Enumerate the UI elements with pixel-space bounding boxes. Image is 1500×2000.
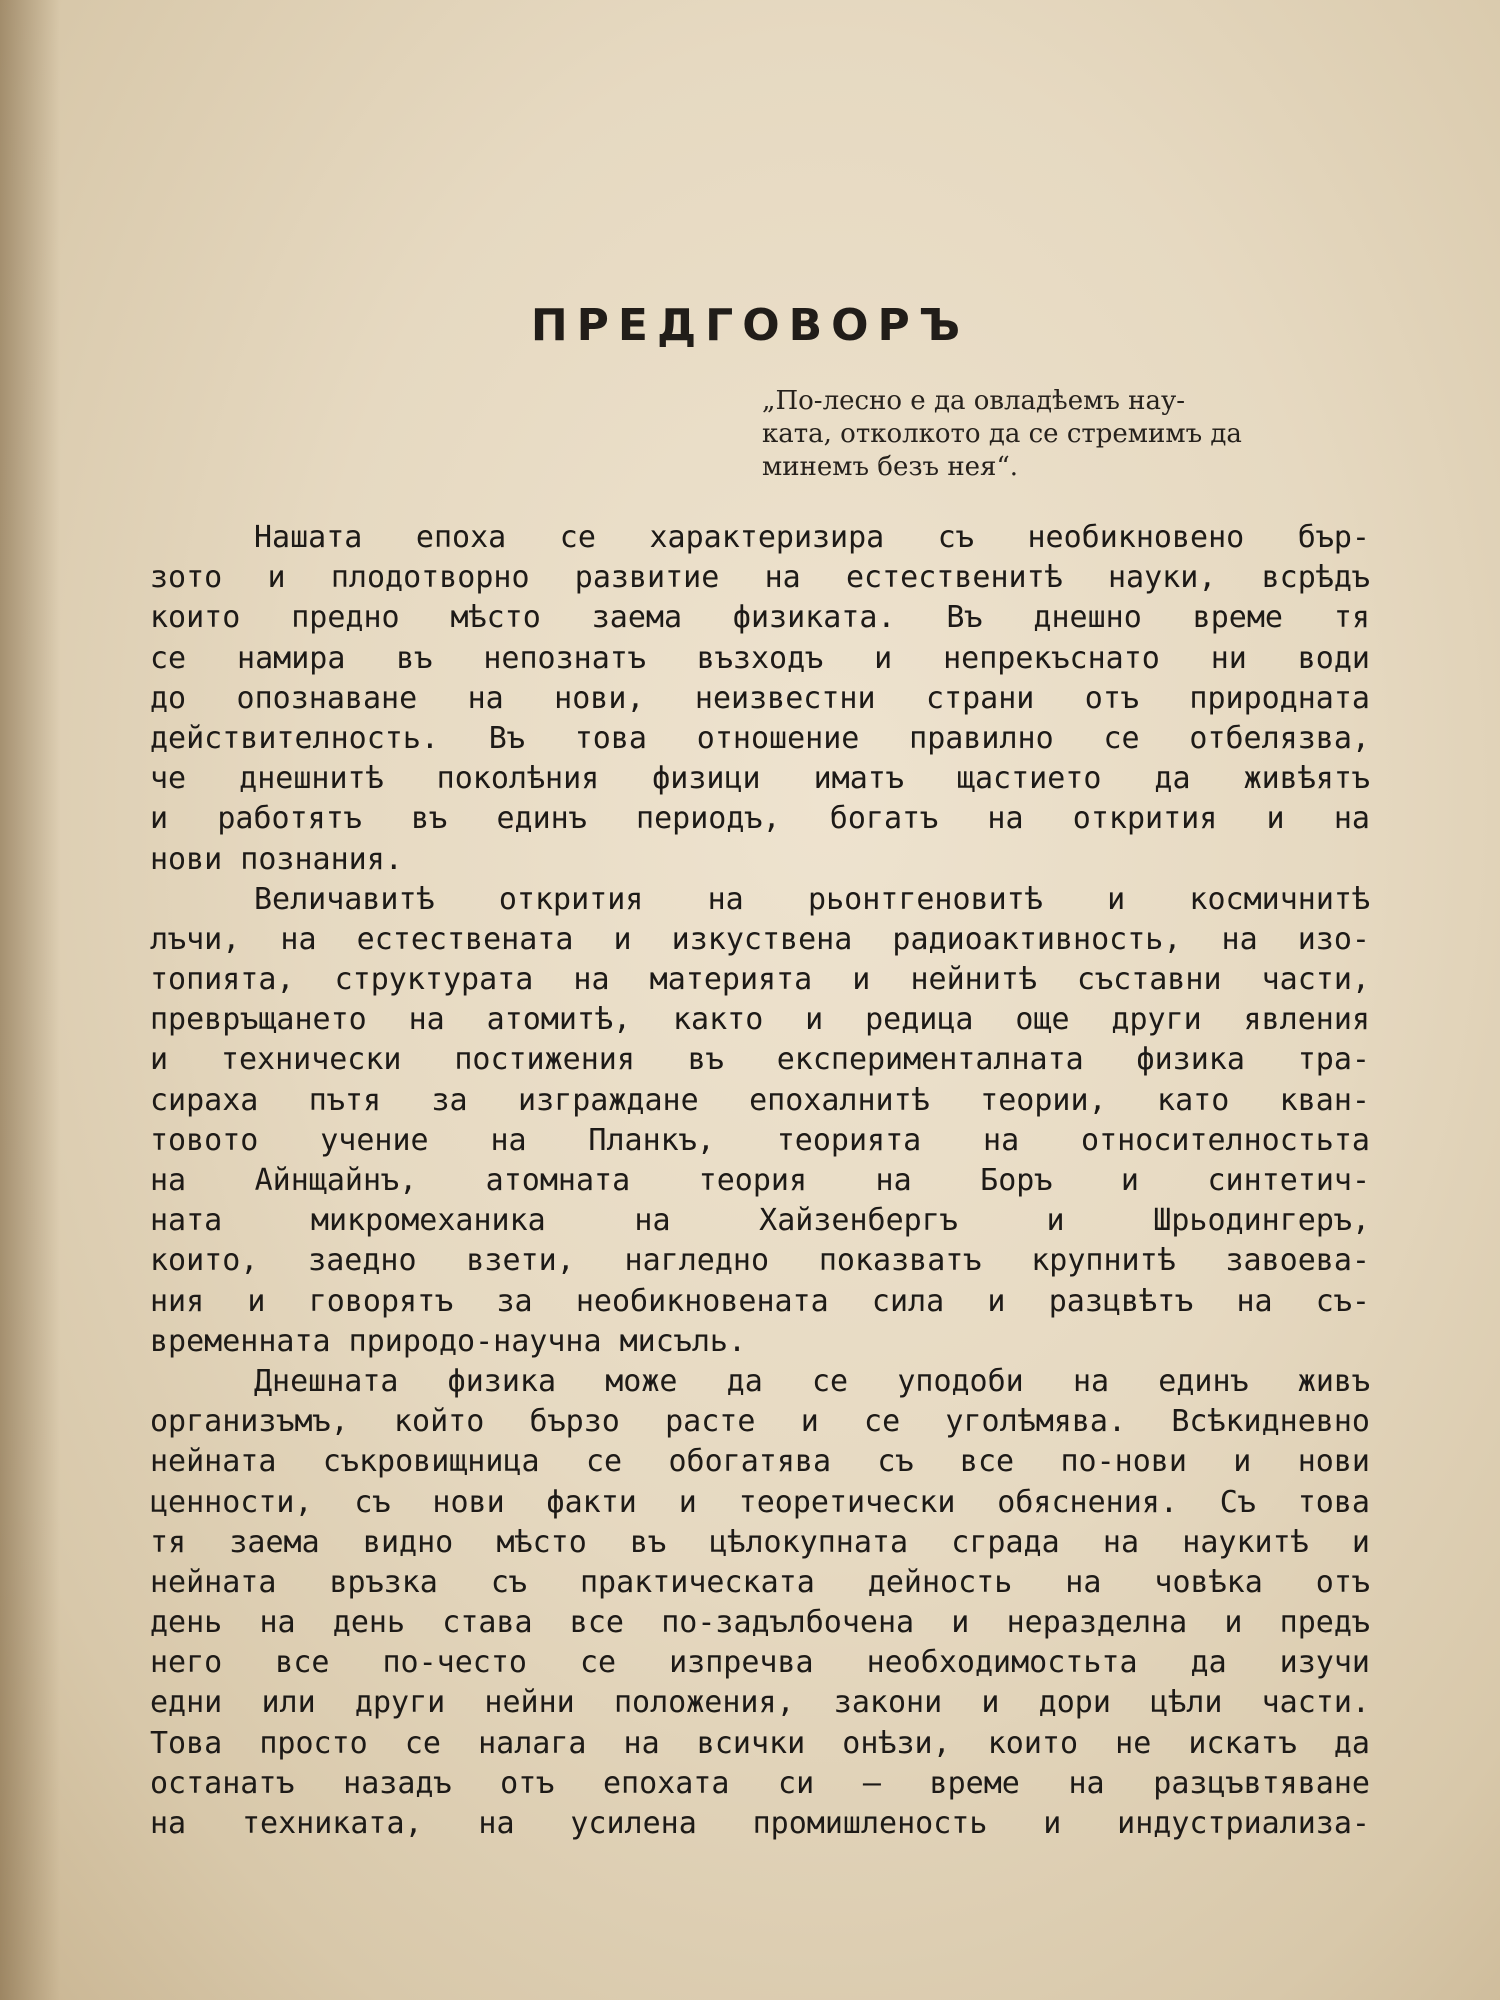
text-line: Днешната физика може да се уподоби на единъ живъ	[254, 1363, 1370, 1399]
text-line: временната природо-научна мисъль.	[150, 1323, 747, 1359]
text-line: топията, структурата на материята и нейнитѣ съставни части,	[150, 962, 1370, 998]
text-line: нови познания.	[150, 841, 403, 877]
text-line: сираха пътя за изграждане епохалнитѣ теории, като кван-	[150, 1082, 1370, 1118]
paragraph-1	[150, 518, 1370, 880]
text-line: Величавитѣ открития на рьонтгеновитѣ и космичнитѣ	[254, 881, 1370, 917]
epigraph-line: ката, отколкото да се стремимъ да	[762, 419, 1242, 449]
text-line: Нашата епоха се характеризира съ необикновено бър-	[254, 520, 1370, 555]
text-line: ната микромеханика на Хайзенбергъ и Шрьодингеръ,	[150, 1203, 1370, 1239]
text-line: нейната съкровищница се обогатява съ все по-нови и нови	[150, 1444, 1370, 1480]
text-line: Това просто се налага на всички онѣзи, които не искатъ да	[150, 1725, 1370, 1761]
text-line: товото учение на Планкъ, теорията на относителностьта	[150, 1122, 1370, 1158]
page-title: ПРЕДГОВОРЪ	[530, 300, 970, 351]
epigraph-line: минемъ безъ нея“.	[762, 452, 1019, 482]
text-line: нейната връзка съ практическата дейность на човѣка отъ	[150, 1564, 1370, 1600]
text-line: останатъ назадъ отъ епохата си — време на разцъвтяване	[150, 1765, 1370, 1801]
text-line: действителность. Въ това отношение правилно се отбелязва,	[150, 720, 1370, 756]
text-line: ния и говорятъ за необикновената сила и разцвѣтъ на съ-	[150, 1283, 1370, 1319]
text-line: на Айнщайнъ, атомната теория на Боръ и синтетич-	[150, 1163, 1370, 1198]
text-line: превръщането на атомитѣ, както и редица още други явления	[150, 1002, 1370, 1038]
text-line: едни или други нейни положения, закони и дори цѣли части.	[150, 1685, 1370, 1721]
epigraph-line: „По-лесно е да овладѣемъ нау-	[762, 386, 1186, 416]
text-line: които, заедно взети, нагледно показватъ крупнитѣ завоева-	[150, 1243, 1370, 1279]
text-line: день на день става все по-задълбочена и неразделна и предъ	[150, 1605, 1370, 1641]
text-line: които предно мѣсто заема физиката. Въ днешно време тя	[150, 600, 1370, 636]
text-line: се намира въ непознатъ възходъ и непрекъснато ни води	[150, 640, 1370, 676]
text-line: ценности, съ нови факти и теоретически обяснения. Съ това	[150, 1484, 1370, 1520]
text-line: зото и плодотворно развитие на естественитѣ науки, всрѣдъ	[150, 560, 1370, 596]
text-line: на техниката, на усилена промишленость и индустриализа-	[150, 1806, 1370, 1841]
text-line: че днешнитѣ поколѣния физици иматъ щастието да живѣятъ	[150, 761, 1370, 797]
text-line: организъмъ, който бързо расте и се уголѣмява. Всѣкидневно	[150, 1404, 1370, 1440]
text-line: и работятъ въ единъ периодъ, богатъ на открития и на	[150, 801, 1370, 837]
text-line: и технически постижения въ експерименталната физика тра-	[150, 1042, 1370, 1078]
text-line: тя заема видно мѣсто въ цѣлокупната сграда на наукитѣ и	[150, 1524, 1370, 1560]
paragraph-3	[150, 1362, 1370, 1844]
text-line: лъчи, на естествената и изкуствена радиоактивность, на изо-	[150, 921, 1370, 957]
text-line: него все по-често се изпречва необходимостьта да изучи	[150, 1645, 1370, 1681]
paragraph-2	[150, 880, 1370, 1362]
preface-text	[150, 518, 1370, 1844]
text-line: до опознаване на нови, неизвестни страни отъ природната	[150, 680, 1370, 716]
epigraph	[762, 385, 1382, 484]
